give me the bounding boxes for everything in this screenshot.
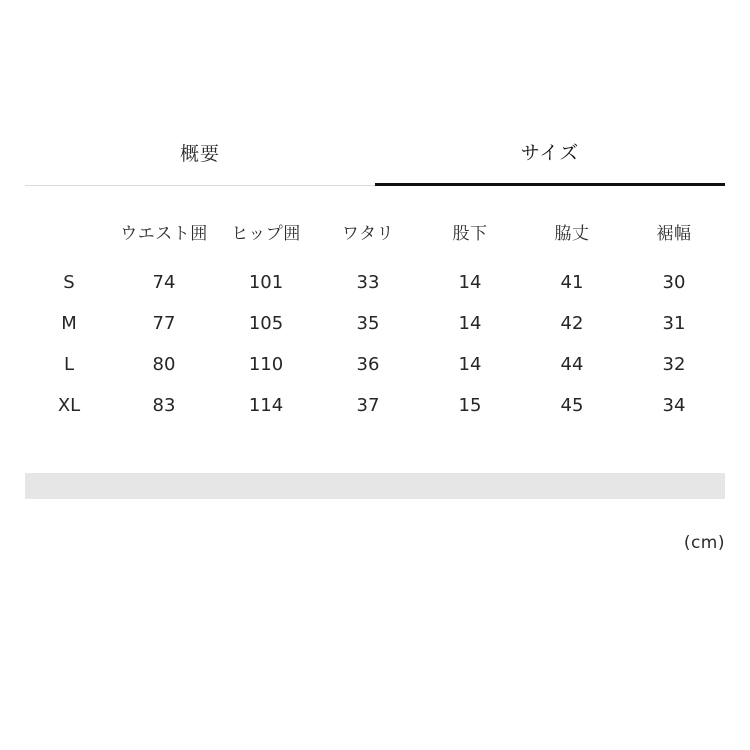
cell-inseam: 14: [458, 313, 482, 334]
column-header-waist: ウエスト囲: [120, 223, 208, 244]
cell-outseam: 45: [560, 395, 584, 416]
table-row: [25, 385, 725, 426]
column-header-hip: ヒップ囲: [231, 223, 301, 244]
cell-hip: 105: [248, 313, 284, 334]
cell-waist: 77: [152, 313, 176, 334]
cell-hem: 30: [662, 272, 686, 293]
cell-outseam: 41: [560, 272, 584, 293]
table-row: [25, 262, 725, 303]
table-row: [25, 303, 725, 344]
cell-outseam: 42: [560, 313, 584, 334]
cell-waist: 80: [152, 354, 176, 375]
column-header-inseam: 股下: [452, 223, 488, 244]
tab-bar: [25, 120, 725, 186]
cell-thigh: 36: [356, 354, 380, 375]
column-header-thigh: ワタリ: [341, 223, 395, 244]
cell-waist: 74: [152, 272, 176, 293]
cell-outseam: 44: [560, 354, 584, 375]
cell-inseam: 14: [458, 272, 482, 293]
cell-thigh: 37: [356, 395, 380, 416]
row-size-label: S: [63, 272, 75, 293]
size-table: [25, 200, 725, 426]
cell-thigh: 33: [356, 272, 380, 293]
row-size-label: XL: [57, 395, 81, 416]
column-header-outseam: 脇丈: [554, 223, 590, 244]
cell-hip: 110: [248, 354, 284, 375]
column-header-hem: 裾幅: [656, 223, 692, 244]
cell-hem: 31: [662, 313, 686, 334]
row-size-label: M: [61, 313, 77, 334]
cell-hem: 34: [662, 395, 686, 416]
cell-thigh: 35: [356, 313, 380, 334]
tab-overview-label: 概要: [179, 143, 220, 165]
cell-inseam: 14: [458, 354, 482, 375]
cell-waist: 83: [152, 395, 176, 416]
unit-note: (cm): [683, 533, 725, 553]
cell-inseam: 15: [458, 395, 482, 416]
cell-hip: 114: [248, 395, 284, 416]
row-size-label: L: [63, 354, 75, 375]
tab-overview[interactable]: [25, 120, 375, 186]
tab-size-label: サイズ: [520, 142, 580, 164]
table-row: [25, 344, 725, 385]
size-table-head: [25, 200, 725, 262]
tab-size[interactable]: [375, 120, 725, 186]
cell-hip: 101: [248, 272, 284, 293]
section-divider-band: [25, 473, 725, 499]
cell-hem: 32: [662, 354, 686, 375]
column-header-size: [25, 200, 113, 262]
size-table-body: [25, 262, 725, 426]
table-header-row: [25, 200, 725, 262]
